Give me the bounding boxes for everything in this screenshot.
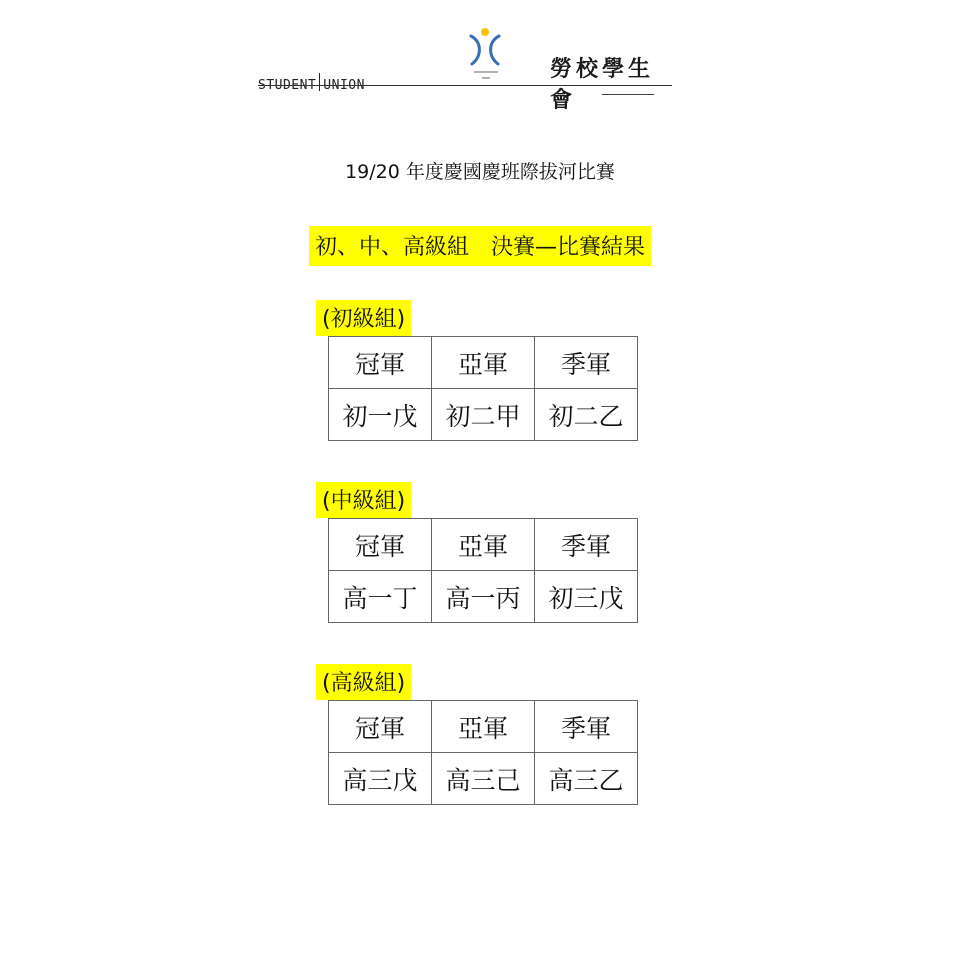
header-row	[329, 519, 638, 571]
champion-class: 初一戊	[329, 389, 432, 441]
group-label: (高級組)	[316, 664, 411, 700]
wordmark-divider	[319, 73, 320, 91]
subtitle-part2: 決賽—比賽結果	[491, 235, 646, 260]
result-row	[329, 389, 638, 441]
header-champion: 冠軍	[329, 519, 432, 571]
group-junior	[316, 300, 638, 441]
results-table	[328, 700, 638, 805]
group-label: (初級組)	[316, 300, 411, 336]
document-subtitle	[309, 226, 651, 266]
name-underline	[602, 94, 654, 95]
subtitle-part1: 初、中、高級組	[314, 235, 469, 260]
union-text: UNION	[323, 77, 365, 93]
header-runner-up: 亞軍	[432, 519, 535, 571]
result-row	[329, 571, 638, 623]
student-text: STUDENT	[258, 77, 317, 93]
group-intermediate	[316, 482, 638, 623]
student-union-logo-icon	[464, 26, 508, 86]
result-row	[329, 753, 638, 805]
header-third: 季軍	[535, 519, 638, 571]
header-champion: 冠軍	[329, 337, 432, 389]
third-class: 初二乙	[535, 389, 638, 441]
runner-up-class: 高三己	[432, 753, 535, 805]
third-class: 高三乙	[535, 753, 638, 805]
subtitle-wrap	[0, 226, 960, 266]
results-table	[328, 336, 638, 441]
group-senior	[316, 664, 638, 805]
header-third: 季軍	[535, 337, 638, 389]
header-runner-up: 亞軍	[432, 701, 535, 753]
header-third: 季軍	[535, 701, 638, 753]
runner-up-class: 初二甲	[432, 389, 535, 441]
header-row	[329, 337, 638, 389]
header-runner-up: 亞軍	[432, 337, 535, 389]
document-title: 19/20 年度慶國慶班際拔河比賽	[345, 161, 615, 183]
champion-class: 高三戊	[329, 753, 432, 805]
group-label: (中級組)	[316, 482, 411, 518]
results-table	[328, 518, 638, 623]
header-champion: 冠軍	[329, 701, 432, 753]
champion-class: 高一丁	[329, 571, 432, 623]
runner-up-class: 高一丙	[432, 571, 535, 623]
header-row	[329, 701, 638, 753]
third-class: 初三戊	[535, 571, 638, 623]
school-union-name: 勞校學生會	[550, 56, 655, 113]
letterhead	[258, 24, 678, 113]
